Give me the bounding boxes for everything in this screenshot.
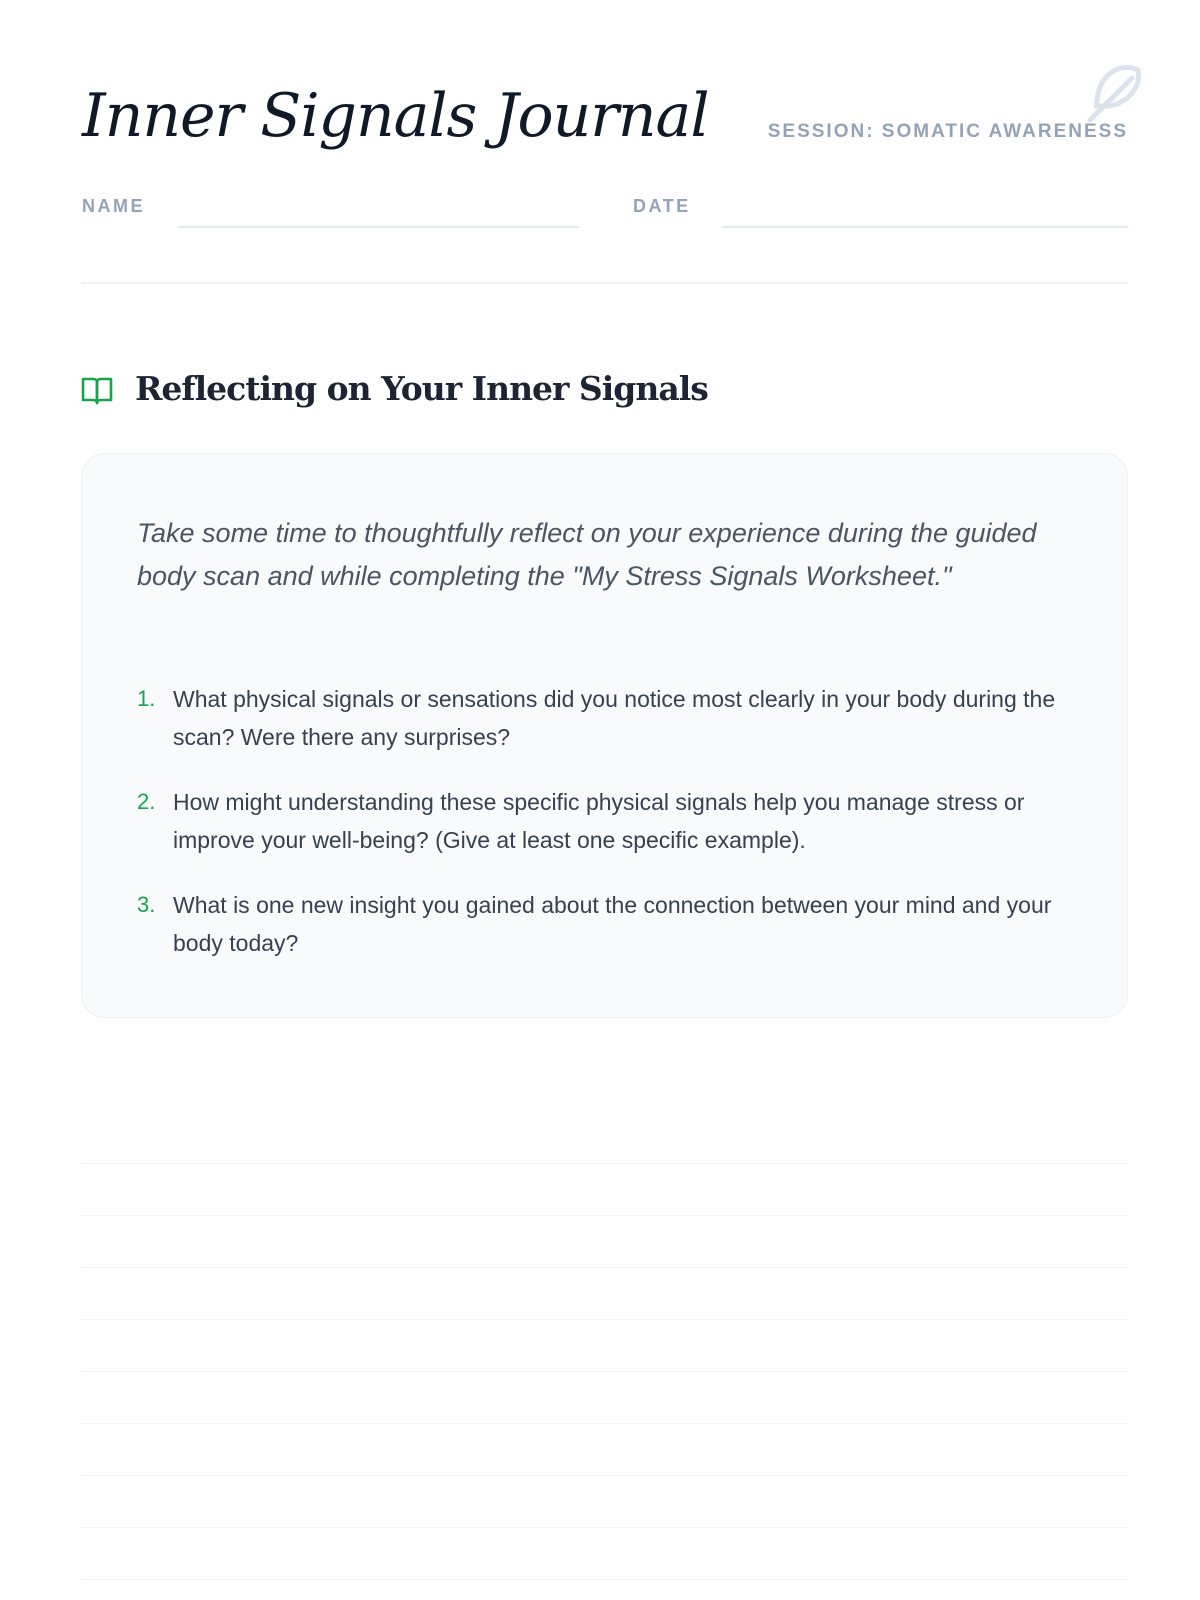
question-item xyxy=(137,783,1067,859)
ruled-line xyxy=(81,1579,1128,1580)
card-intro: Take some time to thoughtfully reflect on your experience during the guided body scan and while completing the "My Stress Signals Worksheet." xyxy=(137,518,1037,591)
ruled-line xyxy=(81,1163,1128,1164)
ruled-line xyxy=(81,1215,1128,1216)
reflection-card xyxy=(81,453,1128,1018)
date-label: DATE xyxy=(633,196,691,216)
feather-icon xyxy=(1080,56,1152,128)
session-label: SESSION: SOMATIC AWARENESS xyxy=(767,121,1128,142)
ruled-line xyxy=(81,1527,1128,1528)
question-text: What physical signals or sensations did you notice most clearly in your body during the scan? Were there any surprises? xyxy=(173,686,1056,750)
name-field[interactable] xyxy=(177,226,579,228)
question-number: 3. xyxy=(137,892,156,917)
question-text: What is one new insight you gained about the connection between your mind and your body today? xyxy=(173,892,1052,956)
ruled-line xyxy=(81,1475,1128,1476)
ruled-line xyxy=(81,1267,1128,1268)
header-divider xyxy=(81,282,1128,284)
ruled-line xyxy=(81,1319,1128,1320)
date-field[interactable] xyxy=(721,226,1128,228)
question-number: 2. xyxy=(137,789,156,814)
name-label: NAME xyxy=(82,196,145,216)
ruled-line xyxy=(81,1423,1128,1424)
open-book-icon xyxy=(80,373,114,407)
question-item xyxy=(137,886,1067,962)
ruled-line xyxy=(81,1371,1128,1372)
question-number: 1. xyxy=(137,686,156,711)
section-title: Reflecting on Your Inner Signals xyxy=(135,369,708,408)
question-text: How might understanding these specific physical signals help you manage stress or improve your well-being? (Give at least one specific example). xyxy=(173,789,1025,853)
question-item xyxy=(137,680,1067,756)
page-title: Inner Signals Journal xyxy=(82,81,709,151)
question-list xyxy=(137,680,1067,989)
